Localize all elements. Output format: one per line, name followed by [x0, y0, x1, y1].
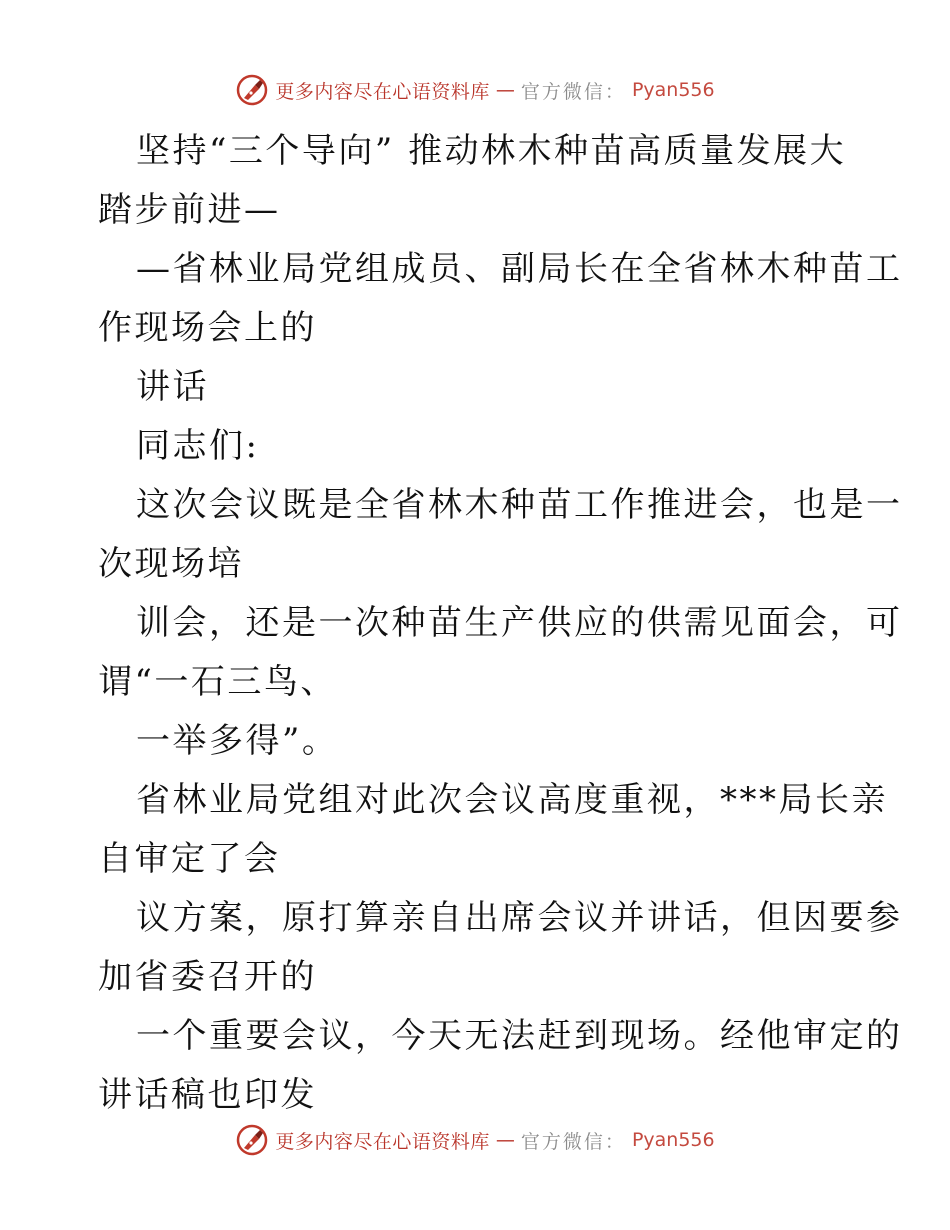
pen-nib-logo-icon: [235, 73, 269, 107]
document-line: 加省委召开的: [98, 957, 317, 997]
document-line: —省林业局党组成员、副局长在全省林木种苗工: [136, 249, 903, 289]
pen-nib-logo-icon: [235, 1123, 269, 1157]
document-line: 一举多得”。: [136, 721, 339, 761]
document-line: 一个重要会议，今天无法赶到现场。经他审定的: [136, 1016, 903, 1056]
document-body: [98, 122, 903, 1125]
document-line: 训会，还是一次种苗生产供应的供需见面会，可: [136, 603, 903, 643]
document-line: 踏步前进—: [98, 190, 281, 230]
document-line: 省林业局党组对此次会议高度重视，***局长亲: [136, 780, 888, 820]
watermark-wechat-id: Pyan556: [631, 79, 715, 101]
document-line: 坚持“三个导向” 推动林木种苗高质量发展大: [136, 131, 847, 171]
watermark-main-text: 更多内容尽在心语资料库: [275, 1130, 490, 1153]
watermark-main-text: 更多内容尽在心语资料库: [275, 80, 490, 103]
document-line: 讲话稿也印发: [98, 1075, 317, 1115]
document-line: 同志们:: [136, 426, 260, 466]
watermark-separator: —: [495, 79, 515, 101]
document-line: 作现场会上的: [98, 308, 317, 348]
header-watermark: [0, 70, 950, 110]
footer-watermark: [0, 1120, 950, 1160]
document-line: 讲话: [136, 367, 209, 407]
watermark-wechat-id: Pyan556: [631, 1129, 715, 1151]
watermark-separator: —: [495, 1129, 515, 1151]
document-line: 自审定了会: [98, 839, 281, 879]
watermark-wechat-label: 官方微信：: [520, 80, 626, 103]
document-line: 次现场培: [98, 544, 244, 584]
watermark-wechat-label: 官方微信：: [520, 1130, 626, 1153]
document-line: 议方案，原打算亲自出席会议并讲话，但因要参: [136, 898, 903, 938]
document-line: 这次会议既是全省林木种苗工作推进会，也是一: [136, 485, 903, 525]
document-line: 谓“一石三鸟、: [98, 662, 337, 702]
